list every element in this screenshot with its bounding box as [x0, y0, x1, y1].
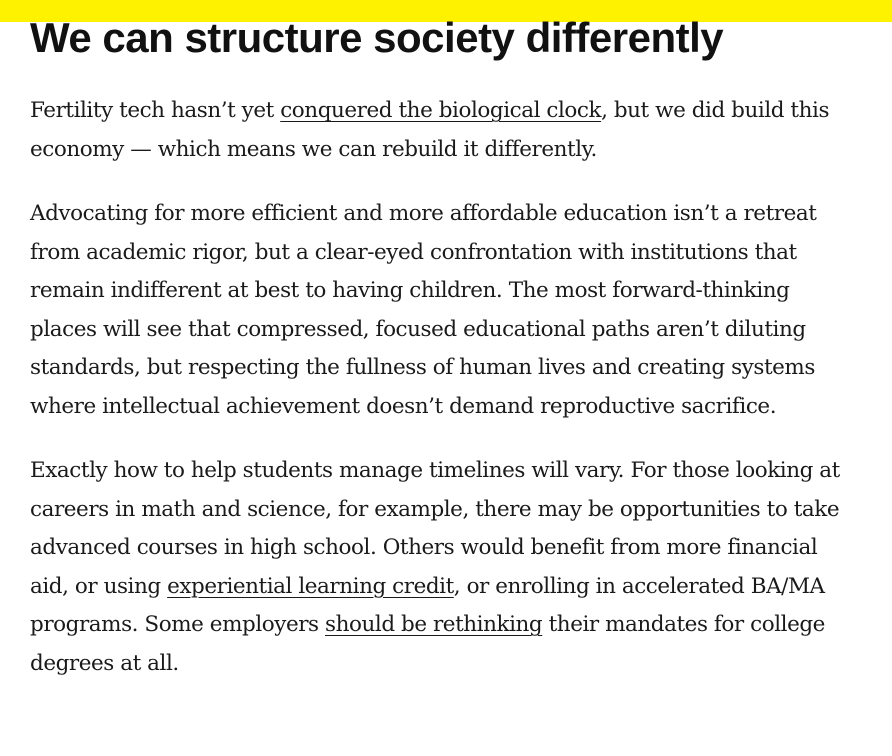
paragraph-3-text-part-1: Exactly how to help students manage timelines will vary. For those looking at careers in math and science, for example, there may be opportunities to take advanced courses in high school. Others would benefit from more financial aid, or using — [30, 458, 840, 599]
paragraph-3-text-part-2: , or enrolling in accelerated BA/MA programs. Some employers — [30, 573, 825, 637]
paragraph-2: Advocating for more efficient and more affordable education isn’t a retreat from academic rigor, but a clear-eyed confrontation with institutions that remain indifferent at best to having children. The most forward-thinking places will see that compressed, focused educational paths aren’t diluting standards, but respecting the fullness of human lives and creating systems where intellectual achievement doesn’t demand reproductive sacrifice. — [30, 201, 817, 419]
experiential-learning-credit-link[interactable]: experiential learning credit — [167, 573, 454, 599]
should-be-rethinking-link[interactable]: should be rethinking — [325, 612, 543, 637]
article-body — [30, 92, 840, 709]
section-heading: We can structure society differently — [30, 14, 724, 61]
biological-clock-link[interactable]: conquered the biological clock — [280, 98, 602, 123]
paragraph-1 — [30, 92, 840, 169]
paragraph-1-text-end: , but we did build this economy — which means we can rebuild it differently. — [30, 98, 830, 162]
paragraph-3-text-part-3: their mandates for college degrees at all. — [30, 612, 825, 676]
paragraph-3 — [30, 452, 840, 683]
paragraph-1-text-start: Fertility tech hasn’t yet — [30, 98, 281, 123]
